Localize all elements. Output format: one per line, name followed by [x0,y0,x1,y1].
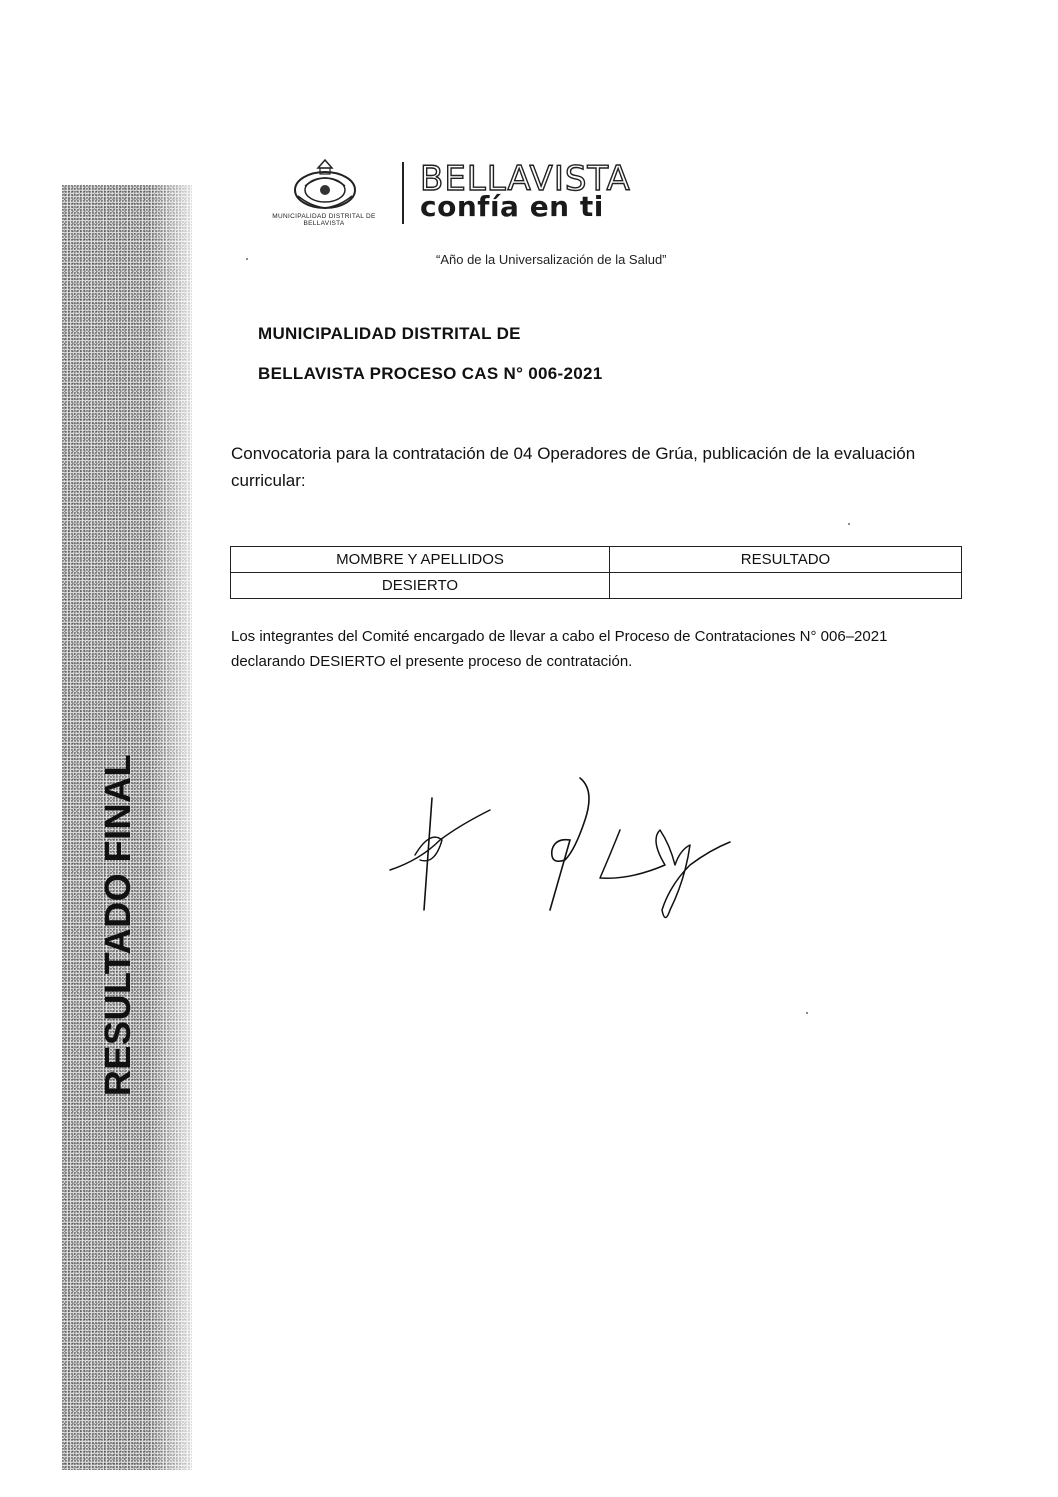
table-header-row [231,547,962,573]
header-logo [268,150,658,240]
year-motto: “Año de la Universalización de la Salud” [436,252,667,267]
table-cell-name: DESIERTO [231,573,610,599]
closing-paragraph: Los integrantes del Comité encargado de llevar a cabo el Proceso de Contrataciones N° 006–2021 declarando DESIERTO el presente proceso de contratación. [231,628,888,670]
side-band-fade [150,185,200,1470]
results-table [230,546,962,599]
logo-divider [402,162,404,224]
title-line-2: BELLAVISTA PROCESO CAS N° 006-2021 [258,364,603,383]
brand-name: BELLAVISTA [420,159,631,199]
title-line-1: MUNICIPALIDAD DISTRITAL DE [258,324,521,343]
side-stamp-label: RESULTADO FINAL [97,753,138,1097]
column-header-result: RESULTADO [610,547,962,573]
scan-speck [806,1012,808,1014]
municipal-emblem-icon [290,156,360,214]
brand-slogan: confía en ti [420,190,604,223]
table-row [231,573,962,599]
scan-speck [246,258,248,260]
handwritten-signatures [380,770,740,940]
intro-paragraph: Convocatoria para la contratación de 04 Operadores de Grúa, publicación de la evaluación curricular: [231,444,916,490]
emblem-caption: MUNICIPALIDAD DISTRITAL DE BELLAVISTA [272,213,376,227]
scan-speck [848,523,850,525]
table-cell-result [610,573,962,599]
column-header-name: MOMBRE Y APELLIDOS [231,547,610,573]
